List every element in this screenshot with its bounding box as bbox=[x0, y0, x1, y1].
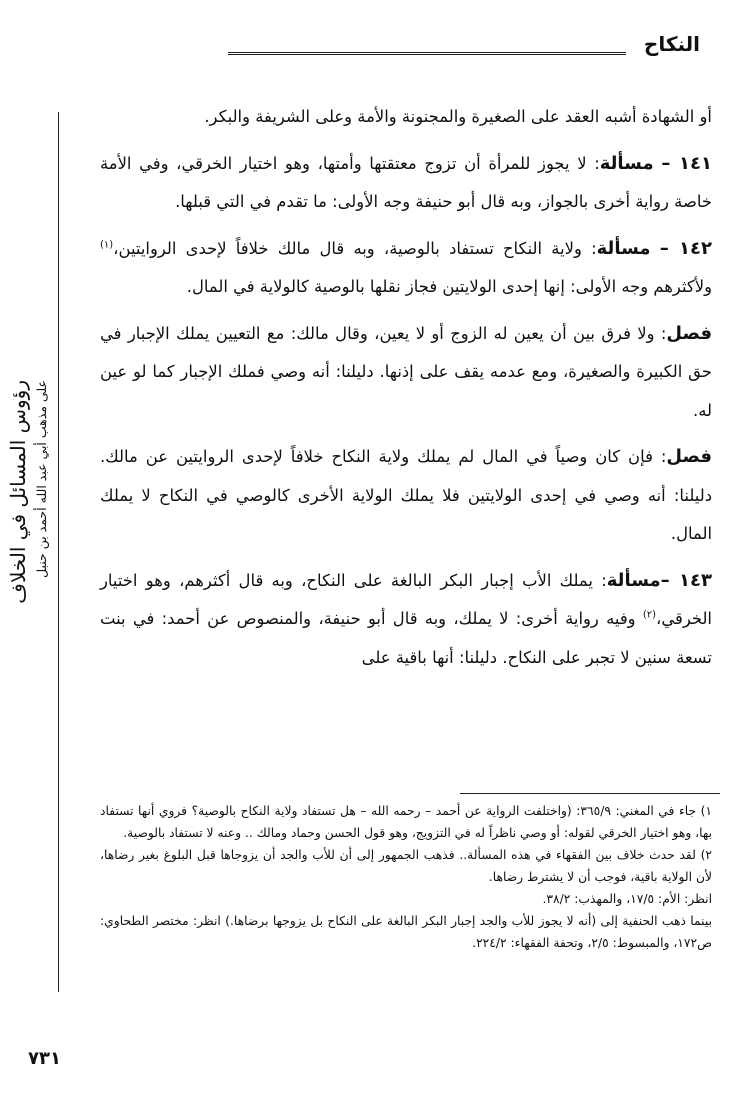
footnote-rule bbox=[460, 793, 720, 794]
side-title: رؤوس المسائل في الخلاف bbox=[6, 380, 30, 604]
main-text bbox=[100, 98, 712, 677]
section-label: فصل bbox=[666, 322, 712, 344]
issue-143 bbox=[100, 562, 712, 678]
issue-text-cont: وفيه رواية أخرى: لا يملك، وبه قال أبو حنيفة، والمنصوص عن أحمد: في بنت تسعة سنين لا تجبر على النكاح. دليلنا: أنها باقية على bbox=[100, 609, 712, 667]
section-label: فصل bbox=[666, 446, 712, 467]
footnote-ref: (٢) bbox=[642, 609, 657, 621]
issue-141 bbox=[100, 145, 712, 222]
footnotes bbox=[100, 800, 712, 954]
footnote-2-ref: انظر: الأم: ١٧/٥، والمهذب: ٣٨/٢. bbox=[542, 892, 712, 906]
issue-label: مسألة bbox=[599, 152, 654, 174]
issue-number: ١٤٣ – bbox=[660, 569, 712, 591]
issue-text: : لا يجوز للمرأة أن تزوج معتقتها وأمتها، وهو اختيار الخرقي، وفي الأمة خاصة رواية أخرى بالجواز، وبه قال أبو حنيفة وجه الأولى: ما تقدم في التي قبلها. bbox=[100, 153, 712, 211]
page-number: ٧٣١ bbox=[28, 1048, 61, 1069]
issue-text-cont: ولأكثرهم وجه الأولى: إنها إحدى الولايتين فجاز نقلها بالوصية كالولاية في المال. bbox=[186, 277, 712, 296]
section-text: : ولا فرق بين أن يعين له الزوج أو لا يعين، وقال مالك: مع التعيين يملك الإجبار في حق الكبيرة والصغيرة، ومع عدمه يقف على إذنها. دليلنا: أنه وصي فملك الإجبار كما لو عين له. bbox=[100, 323, 712, 420]
side-book-title bbox=[6, 380, 58, 700]
issue-text: : يملك الأب إجبار البكر البالغة على النكاح، وبه قال أكثرهم، وهو اختيار الخرقي، bbox=[100, 570, 712, 628]
footnote-1: ١) جاء في المغني: ٣٦٥/٩: (واختلفت الرواية عن أحمد – رحمه الله – هل تستفاد ولاية النكاح بالوصية؟ فروي أنها تستفاد بها، وهو اختيار الخرقي لقوله: أو وصي ناظراً له في التزويج، وهو قول الحسن وحماد ومالك .. وعنه لا تستفاد بالوصية. bbox=[100, 804, 712, 840]
footnote-ref: (١) bbox=[100, 239, 114, 251]
section-fasl-1 bbox=[100, 315, 712, 431]
margin-rule bbox=[58, 112, 59, 992]
section-text: : فإن كان وصياً في المال لم يملك ولاية النكاح خلافاً لإحدى الروايتين عن مالك. دليلنا: أنه وصي في إحدى الولايتين فلا يملك الولاية الأخرى كالوصي في النكاح لا يملك المال. bbox=[100, 447, 712, 543]
issue-text: : ولاية النكاح تستفاد بالوصية، وبه قال مالك خلافاً لإحدى الروايتين، bbox=[113, 238, 597, 258]
issue-label: مسألة bbox=[596, 237, 651, 259]
chapter-title: النكاح bbox=[643, 32, 700, 56]
issue-number: ١٤٢ – bbox=[659, 237, 712, 259]
intro-line: أو الشهادة أشبه العقد على الصغيرة والمجنونة والأمة وعلى الشريفة والبكر. bbox=[204, 107, 712, 126]
issue-label: مسألة bbox=[606, 569, 661, 591]
running-header bbox=[228, 32, 700, 66]
issue-142 bbox=[100, 230, 712, 307]
footnote-2-cont: بينما ذهب الحنفية إلى (أنه لا يجوز للأب والجد إجبار البكر البالغة على النكاح بل يزوجها برضاها.) انظر: مختصر الطحاوي: ص١٧٢، والمبسوط: ٢/٥، وتحفة الفقهاء: ٢٢٤/٢. bbox=[100, 914, 712, 950]
header-rule bbox=[228, 52, 626, 55]
section-fasl-2 bbox=[100, 438, 712, 554]
issue-number: ١٤١ – bbox=[661, 152, 712, 174]
footnote-2: ٢) لقد حدث خلاف بين الفقهاء في هذه المسألة.. فذهب الجمهور إلى أن للأب والجد أن يزوجاها قبل البلوغ بغير رضاها، لأن الولاية باقية، فوجب أن لا يشترط رضاها. bbox=[100, 848, 712, 884]
side-subtitle: على مذهب أبي عبد الله أحمد بن حنبل bbox=[34, 380, 49, 578]
